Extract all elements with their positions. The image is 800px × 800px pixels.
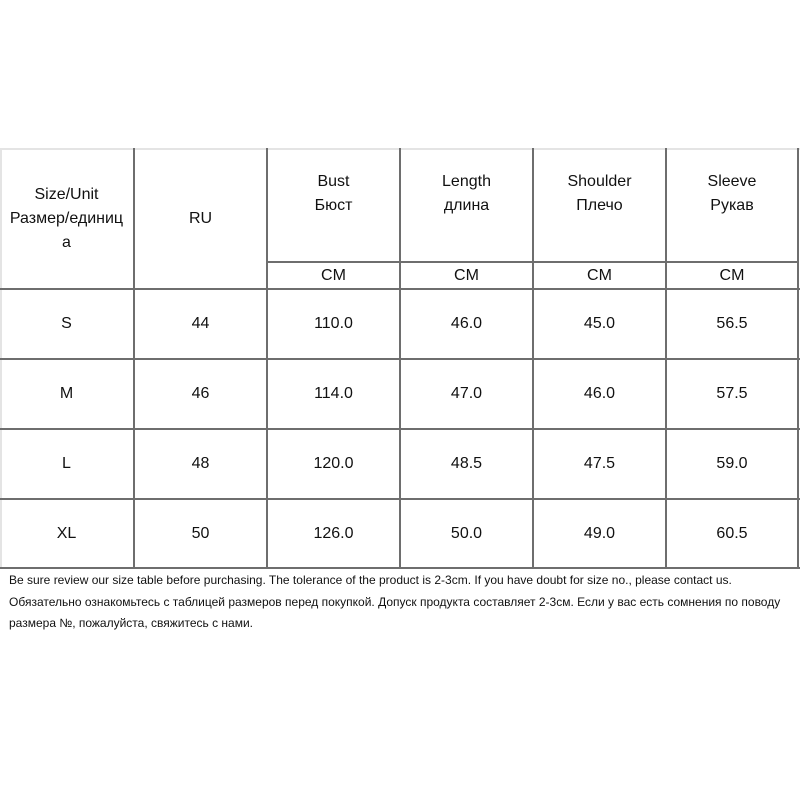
header-shoulder	[534, 150, 665, 261]
header-sleeve	[667, 150, 797, 261]
cell-sleeve: 59.0	[716, 455, 748, 472]
unit-bust: CM	[321, 266, 346, 284]
header-bust	[268, 150, 399, 261]
header-bust-ru: Бюст	[314, 196, 353, 214]
cell-size: XL	[56, 524, 77, 542]
header-length-en: Length	[442, 172, 491, 190]
cell-bust: 110.0	[314, 315, 353, 332]
header-size-unit-ru-wrap: а	[62, 234, 71, 251]
cell-ru: 46	[191, 385, 210, 402]
cell-sleeve: 56.5	[716, 315, 748, 332]
disclaimer-russian: Обязательно ознакомьтесь с таблицей размеров перед покупкой. Допуск продукта составляет 2-3см. Если у вас есть сомнения по поводу	[9, 594, 781, 609]
header-length-ru: длина	[443, 196, 490, 214]
size-disclaimer	[9, 570, 799, 635]
header-sleeve-en: Sleeve	[707, 172, 757, 190]
cell-ru: 50	[191, 524, 210, 542]
cell-size: S	[61, 315, 72, 332]
cell-ru: 44	[191, 315, 210, 332]
cell-length: 50.0	[450, 524, 483, 542]
cell-bust: 120.0	[313, 455, 354, 472]
cell-ru: 48	[191, 455, 210, 472]
cell-bust: 114.0	[314, 385, 353, 402]
disclaimer-russian-continued: размера №, пожалуйста, свяжитесь с нами.	[9, 616, 254, 630]
cell-length: 47.0	[450, 385, 483, 402]
header-ru	[135, 150, 266, 288]
cell-bust: 126.0	[313, 524, 354, 542]
header-sleeve-ru: Рукав	[710, 196, 754, 214]
unit-length: CM	[454, 266, 479, 284]
disclaimer-english: Be sure review our size table before purchasing. The tolerance of the product is 2-3cm. If you have doubt for size no., please contact us.	[9, 573, 732, 587]
cell-shoulder: 45.0	[583, 315, 616, 332]
header-shoulder-ru: Плечо	[576, 196, 623, 214]
cell-length: 48.5	[450, 455, 483, 472]
header-bust-en: Bust	[317, 172, 350, 190]
header-length	[401, 150, 532, 261]
header-size-unit-en: Size/Unit	[34, 186, 99, 203]
header-ru-label: RU	[188, 210, 213, 227]
cell-shoulder: 49.0	[583, 524, 616, 542]
cell-shoulder: 46.0	[583, 385, 616, 402]
header-size-unit	[0, 150, 133, 288]
header-size-unit-ru: Размер/единиц	[9, 210, 124, 227]
cell-size: M	[59, 385, 74, 402]
unit-shoulder: CM	[587, 266, 612, 284]
size-chart-table	[0, 148, 800, 569]
cell-length: 46.0	[450, 315, 483, 332]
cell-size: L	[62, 455, 71, 472]
table-bottom-border	[0, 567, 800, 569]
cell-sleeve: 57.5	[716, 385, 748, 402]
cell-sleeve: 60.5	[716, 524, 748, 542]
unit-sleeve: CM	[719, 266, 745, 284]
header-shoulder-en: Shoulder	[567, 172, 632, 190]
cell-shoulder: 47.5	[583, 455, 616, 472]
